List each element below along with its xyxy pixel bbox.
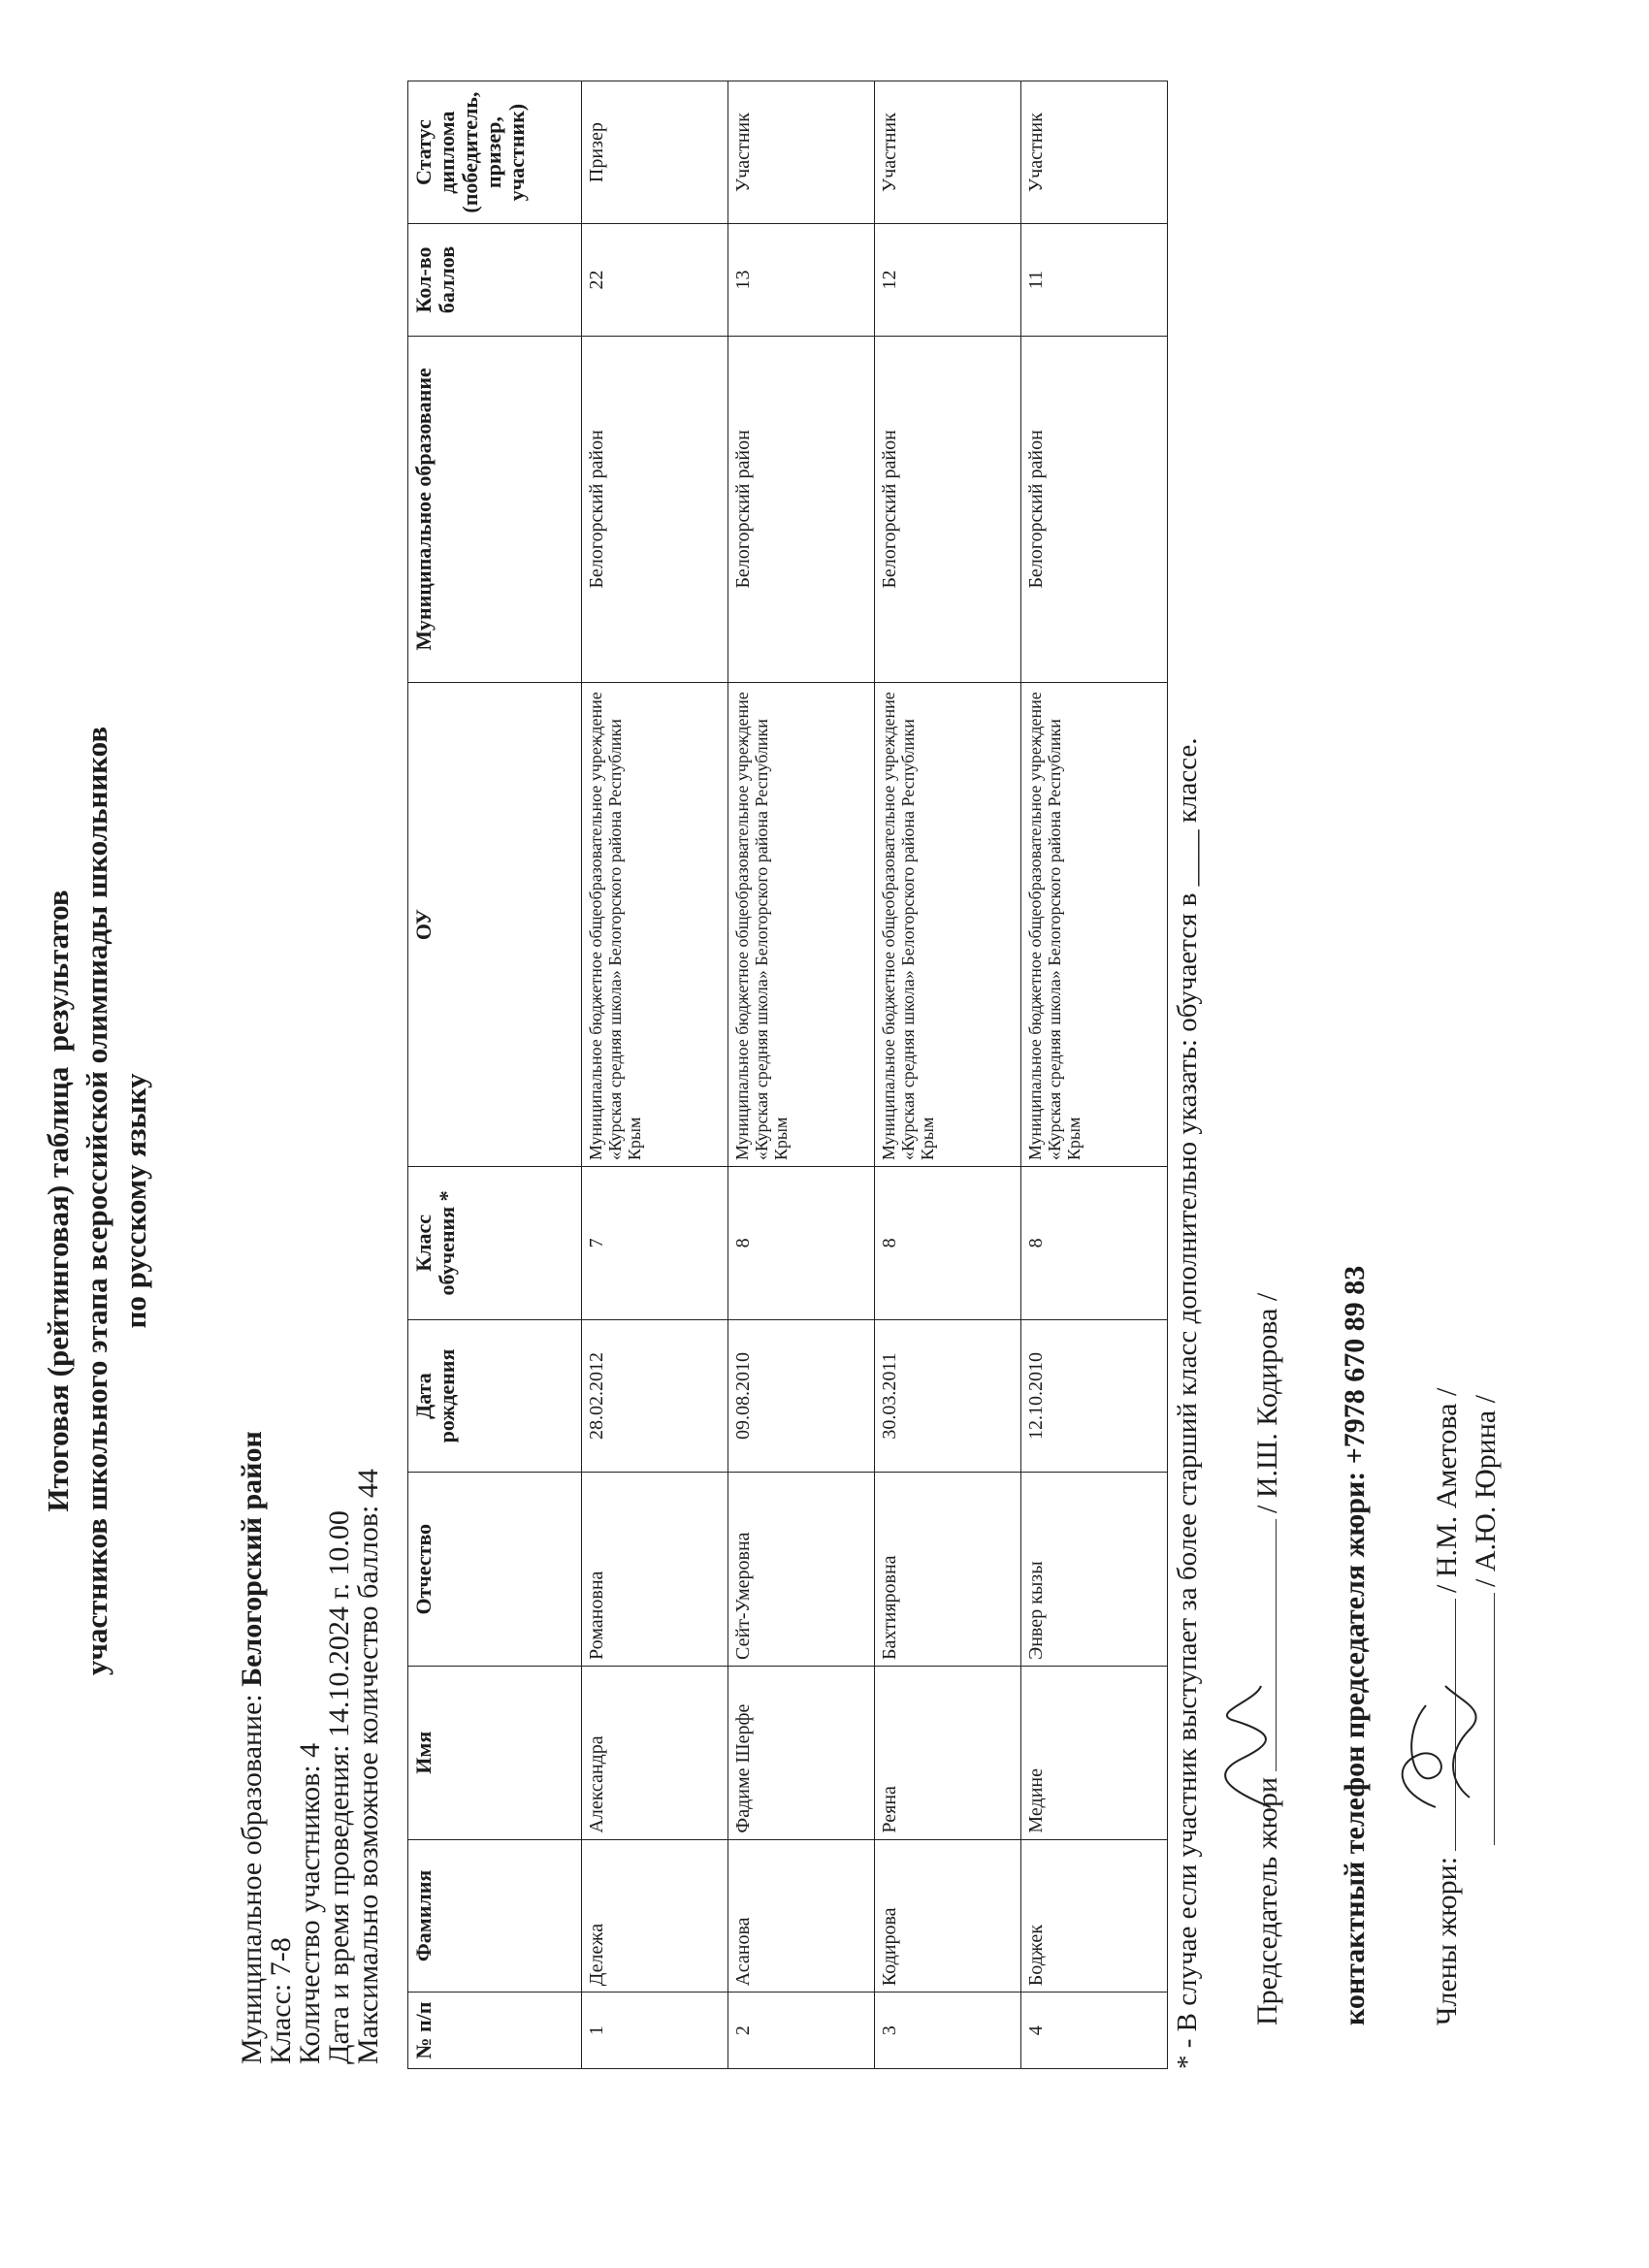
cell-score: 11 [1021,224,1168,337]
cell-school: Муниципальное бюджетное общеобразовательное учреждение «Курская средняя школа» Белогорского района Республики Крым [875,683,1021,1167]
cell-patronymic: Сейт-Умеровна [728,1473,875,1667]
table-row [875,81,1021,2069]
cell-name: Фадиме Шерфе [728,1666,875,1839]
cell-municipality: Белогорский район [582,336,728,682]
municipality-value: Белогорский район [236,1431,268,1687]
cell-grade: 8 [875,1167,1021,1320]
cell-score: 12 [875,224,1021,337]
cell-municipality: Белогорский район [728,336,875,682]
results-table [407,81,1168,2069]
table-row [582,81,728,2069]
cell-status: Участник [875,81,1021,224]
cell-number: 1 [582,1993,728,2069]
footnote: * - В случае если участник выступает за более старший класс дополнительно указать: обучается в ____ классе. [1172,737,1203,2069]
cell-name: Александра [582,1666,728,1839]
title-line-2-text: участников школьного этапа всероссийской олимпиады школьников [80,726,113,1676]
col-header-name: Имя [408,1666,582,1839]
municipality-line [238,1431,267,2064]
cell-score: 22 [582,224,728,337]
max-score-line: Максимально возможное количество баллов: 44 [352,1469,384,2064]
cell-grade: 8 [728,1167,875,1320]
chair-name: / И.Ш. Кодирова / [1251,1292,1283,1513]
cell-score: 13 [728,224,875,337]
info-block [238,1431,383,2064]
cell-name: Реяна [875,1666,1021,1839]
cell-birth: 30.03.2011 [875,1319,1021,1473]
chair-signature-scribble [1203,1671,1290,1827]
col-header-surname: Фамилия [408,1839,582,1993]
cell-name: Медине [1021,1666,1168,1839]
cell-patronymic: Романовна [582,1473,728,1667]
title-line-3 [116,134,155,2268]
cell-status: Участник [728,81,875,224]
cell-patronymic: Энвер кызы [1021,1473,1168,1667]
table-header-row [408,81,582,2069]
cell-number: 2 [728,1993,875,2069]
col-header-number: № п/п [408,1993,582,2069]
title-line-3-text: по русскому языку [118,1073,152,1329]
participants-line: Количество участников: 4 [294,1742,326,2064]
cell-surname: Кодирова [875,1839,1021,1993]
member1-name: / Н.М. Аметова / [1431,1387,1463,1593]
cell-patronymic: Бахтияровна [875,1473,1021,1667]
title-line-1 [39,134,78,2268]
class-line: Класс: 7-8 [265,1937,297,2064]
table-row [728,81,875,2069]
title-line-1-tail: результатов [41,890,75,1053]
datetime-line: Дата и время проведения: 14.10.2024 г. 10.00 [323,1510,355,2064]
cell-birth: 12.10.2010 [1021,1319,1168,1473]
document-title [39,134,155,2268]
cell-grade: 8 [1021,1167,1168,1320]
title-line-2 [78,134,116,2268]
chair-label: Председатель жюри [1251,1776,1283,2025]
title-line-1-main: Итоговая (рейтинговая) таблица [41,1066,75,1512]
cell-birth: 09.08.2010 [728,1319,875,1473]
member-signature-scribble [1377,1676,1484,1822]
cell-surname: Асанова [728,1839,875,1993]
chair-phone: контактный телефон председателя жюри: +7978 670 89 83 [1339,1265,1371,2025]
municipality-label: Муниципальное образование: [236,1694,268,2064]
cell-municipality: Белогорский район [875,336,1021,682]
member2-name: / А.Ю. Юрина / [1470,1395,1502,1587]
cell-status: Участник [1021,81,1168,224]
members-label: Члены жюри: [1431,1856,1463,2025]
col-header-status: Статус диплома (победитель, призер, участник) [408,81,582,224]
cell-grade: 7 [582,1167,728,1320]
cell-surname: Дележа [582,1839,728,1993]
cell-school: Муниципальное бюджетное общеобразовательное учреждение «Курская средняя школа» Белогорского района Республики Крым [1021,683,1168,1167]
chair-signature-line [1251,1293,1284,2025]
cell-municipality: Белогорский район [1021,336,1168,682]
cell-number: 3 [875,1993,1021,2069]
cell-status: Призер [582,81,728,224]
col-header-score: Кол-во баллов [408,224,582,337]
col-header-grade: Класс обучения * [408,1167,582,1320]
col-header-birth: Дата рождения [408,1319,582,1473]
cell-school: Муниципальное бюджетное общеобразовательное учреждение «Курская средняя школа» Белогорского района Республики Крым [582,683,728,1167]
cell-school: Муниципальное бюджетное общеобразовательное учреждение «Курская средняя школа» Белогорского района Республики Крым [728,683,875,1167]
col-header-school: ОУ [408,683,582,1167]
col-header-patronymic: Отчество [408,1473,582,1667]
cell-birth: 28.02.2012 [582,1319,728,1473]
col-header-municipality: Муниципальное образование [408,336,582,682]
member2-signature-blank [1494,1593,1495,1845]
table-row [1021,81,1168,2069]
cell-surname: Боджек [1021,1839,1168,1993]
cell-number: 4 [1021,1993,1168,2069]
